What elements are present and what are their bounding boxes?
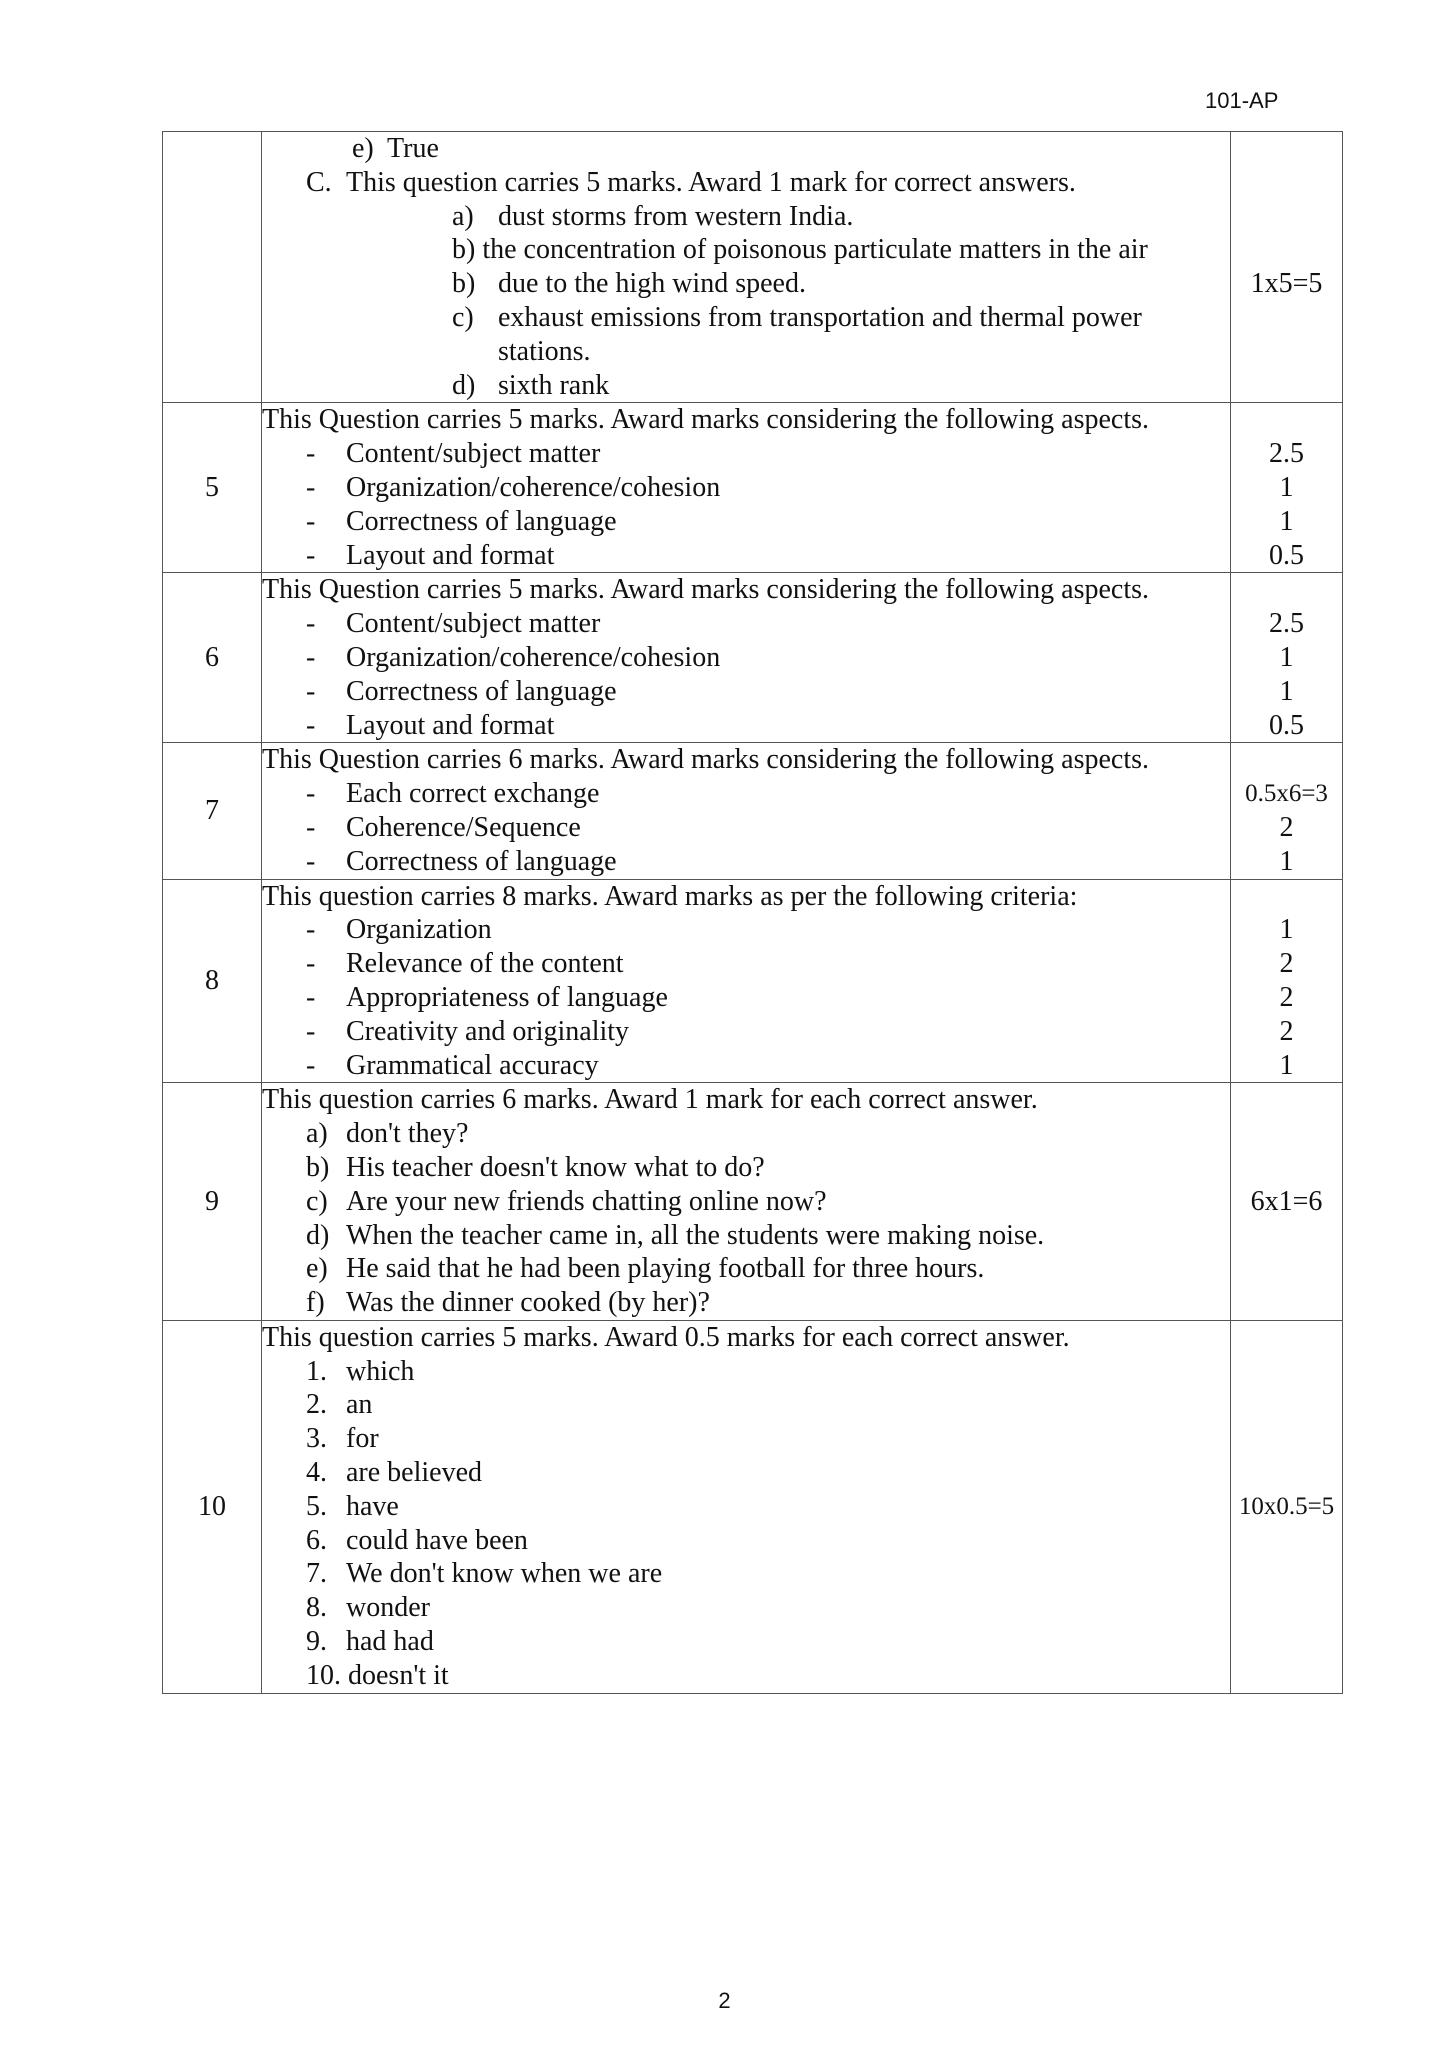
criteria-item: [262, 505, 1230, 539]
dash-bullet: -: [306, 709, 316, 741]
answer-line: [262, 166, 1230, 200]
dash-bullet: -: [306, 845, 316, 877]
criteria-item: [262, 947, 1230, 981]
marks-value: 2.5: [1269, 438, 1304, 470]
marks-spacer: [1231, 573, 1342, 607]
item-text: stations.: [498, 335, 591, 367]
answer-line: [262, 1252, 1230, 1286]
answer-line: [262, 1557, 1230, 1591]
marks-value: 1: [1279, 914, 1294, 946]
item-text: had had: [346, 1626, 434, 1658]
table-row: [163, 743, 1343, 879]
intro-text: This question carries 5 marks. Award 0.5 marks for each correct answer.: [262, 1321, 1070, 1353]
item-label: a): [306, 1118, 328, 1150]
marks-value: 0.5: [1269, 709, 1304, 741]
intro-text: This question carries 6 marks. Award 1 mark for each correct answer.: [262, 1084, 1038, 1116]
item-label: e): [306, 1253, 328, 1285]
item-text: 10. doesn't it: [306, 1659, 449, 1691]
dash-bullet: -: [306, 675, 316, 707]
answer-line: [262, 335, 1230, 369]
item-text: His teacher doesn't know what to do?: [346, 1151, 765, 1183]
marks-spacer: [1231, 403, 1342, 437]
item-label: 8.: [306, 1592, 327, 1624]
criteria-text: Organization/coherence/cohesion: [346, 471, 721, 503]
marks-value: 1: [1279, 641, 1294, 673]
criteria-text: Creativity and originality: [346, 1015, 630, 1047]
dash-bullet: -: [306, 914, 316, 946]
item-text: due to the high wind speed.: [498, 268, 806, 300]
criteria-text: Appropriateness of language: [346, 981, 668, 1013]
intro-text: This Question carries 6 marks. Award marks considering the following aspects.: [262, 744, 1150, 776]
item-label: d): [452, 369, 476, 401]
question-number: 7: [163, 743, 262, 879]
criteria-intro: [262, 1083, 1230, 1117]
criteria-text: Each correct exchange: [346, 778, 600, 810]
criteria-item: [262, 1015, 1230, 1049]
item-label: b): [452, 268, 476, 300]
marking-scheme-table: [162, 131, 1343, 1694]
criteria-text: Correctness of language: [346, 845, 617, 877]
criteria-item: [262, 811, 1230, 845]
answer-line: [262, 1490, 1230, 1524]
marks-cell: [1231, 132, 1343, 403]
item-text: When the teacher came in, all the students were making noise.: [346, 1219, 1045, 1251]
item-text: b) the concentration of poisonous particulate matters in the air: [452, 234, 1148, 266]
criteria-intro: [262, 573, 1230, 607]
criteria-item: [262, 981, 1230, 1015]
answer-line: [262, 1286, 1230, 1320]
table-row: [163, 573, 1343, 743]
item-label: d): [306, 1219, 330, 1251]
answer-line: [262, 132, 1230, 166]
item-label: b): [306, 1151, 330, 1183]
criteria-item: [262, 641, 1230, 675]
answer-line: [262, 1151, 1230, 1185]
dash-bullet: -: [306, 539, 316, 571]
criteria-item: [262, 913, 1230, 947]
dash-bullet: -: [306, 641, 316, 673]
criteria-text: Coherence/Sequence: [346, 811, 581, 843]
item-label: c): [452, 301, 474, 333]
answer-cell: [262, 403, 1231, 573]
marks-spacer: [1231, 880, 1342, 914]
item-text: an: [346, 1389, 373, 1421]
item-label: e): [352, 133, 374, 164]
answer-cell: [262, 743, 1231, 879]
table-row: [163, 879, 1343, 1083]
answer-cell: [262, 132, 1231, 403]
table-row: [163, 403, 1343, 573]
marks-value: 1: [1279, 1049, 1294, 1081]
answer-line: [262, 1591, 1230, 1625]
marks-value: 0.5x6=3: [1245, 780, 1328, 808]
item-text: Was the dinner cooked (by her)?: [346, 1287, 710, 1319]
marks-value: [1231, 233, 1342, 267]
answer-cell: [262, 1083, 1231, 1321]
criteria-item: [262, 437, 1230, 471]
item-label: 5.: [306, 1490, 327, 1522]
criteria-item: [262, 675, 1230, 709]
marks-value: 2.5: [1269, 608, 1304, 640]
question-number: 6: [163, 573, 262, 743]
marks-cell: [1231, 573, 1343, 743]
marks-value: 1x5=5: [1250, 268, 1323, 300]
item-text: have: [346, 1490, 399, 1522]
criteria-text: Correctness of language: [346, 675, 617, 707]
answer-cell: [262, 1320, 1231, 1693]
criteria-item: [262, 607, 1230, 641]
criteria-text: Content/subject matter: [346, 608, 601, 640]
answer-line: [262, 1219, 1230, 1253]
item-label: a): [452, 200, 474, 232]
question-number: 5: [163, 403, 262, 573]
page-number: 2: [718, 1988, 731, 2013]
answer-line: [262, 301, 1230, 335]
answer-line: [262, 1355, 1230, 1389]
item-text: He said that he had been playing football for three hours.: [346, 1253, 985, 1285]
marks-value: 6x1=6: [1250, 1185, 1323, 1217]
intro-text: This question carries 8 marks. Award marks as per the following criteria:: [262, 880, 1078, 912]
answer-line: [262, 233, 1230, 267]
criteria-item: [262, 777, 1230, 811]
item-label: f): [306, 1287, 325, 1319]
criteria-text: Organization: [346, 914, 492, 946]
answer-line: [262, 1659, 1230, 1693]
item-label: 1.: [306, 1355, 327, 1387]
answer-line: [262, 1524, 1230, 1558]
table-row: [163, 132, 1343, 403]
criteria-intro: [262, 880, 1230, 914]
marks-cell: [1231, 743, 1343, 879]
answer-line: [262, 267, 1230, 301]
item-label: c): [306, 1185, 328, 1217]
criteria-item: [262, 471, 1230, 505]
item-label: 6.: [306, 1524, 327, 1556]
criteria-text: Organization/coherence/cohesion: [346, 641, 721, 673]
item-text: don't they?: [346, 1118, 469, 1150]
item-text: dust storms from western India.: [498, 200, 854, 232]
answer-line: [262, 1388, 1230, 1422]
marks-spacer: [1231, 743, 1342, 777]
dash-bullet: -: [306, 981, 316, 1013]
answer-line: [262, 1422, 1230, 1456]
item-label: 3.: [306, 1423, 327, 1455]
criteria-text: Relevance of the content: [346, 948, 624, 980]
dash-bullet: -: [306, 778, 316, 810]
answer-line: [262, 1456, 1230, 1490]
marks-value: 2: [1279, 981, 1294, 1013]
criteria-text: Correctness of language: [346, 505, 617, 537]
item-text: exhaust emissions from transportation and thermal power: [498, 301, 1142, 333]
dash-bullet: -: [306, 438, 316, 470]
dash-bullet: -: [306, 811, 316, 843]
criteria-text: Layout and format: [346, 709, 555, 741]
answer-cell: [262, 573, 1231, 743]
criteria-item: [262, 539, 1230, 573]
dash-bullet: -: [306, 1049, 316, 1081]
answer-line: [262, 1625, 1230, 1659]
marks-value: 1: [1279, 675, 1294, 707]
answer-line: [262, 1185, 1230, 1219]
question-number: [163, 132, 262, 403]
marks-cell: [1231, 1320, 1343, 1693]
item-text: True: [387, 133, 439, 164]
marks-value: 1: [1279, 471, 1294, 503]
item-label: 9.: [306, 1626, 327, 1658]
answer-line: [262, 200, 1230, 234]
item-text: wonder: [346, 1592, 430, 1624]
dash-bullet: -: [306, 505, 316, 537]
marks-cell: [1231, 879, 1343, 1083]
intro-text: This Question carries 5 marks. Award marks considering the following aspects.: [262, 404, 1150, 436]
marks-cell: [1231, 403, 1343, 573]
dash-bullet: -: [306, 608, 316, 640]
item-label: C.: [306, 166, 332, 198]
marks-value: 1: [1279, 505, 1294, 537]
item-label: 4.: [306, 1457, 327, 1489]
intro-text: This Question carries 5 marks. Award marks considering the following aspects.: [262, 574, 1150, 606]
marks-value: 10x0.5=5: [1238, 1492, 1335, 1520]
marks-value: 0.5: [1269, 539, 1304, 571]
question-number: 8: [163, 879, 262, 1083]
marks-value: 1: [1279, 845, 1294, 877]
question-number: 9: [163, 1083, 262, 1321]
criteria-text: Grammatical accuracy: [346, 1049, 599, 1081]
answer-line: [262, 369, 1230, 403]
table-row: [163, 1083, 1343, 1321]
dash-bullet: -: [306, 471, 316, 503]
criteria-text: Content/subject matter: [346, 438, 601, 470]
question-number: 10: [163, 1320, 262, 1693]
criteria-text: Layout and format: [346, 539, 555, 571]
answer-cell: [262, 879, 1231, 1083]
item-text: We don't know when we are: [346, 1558, 663, 1590]
marks-value: 2: [1279, 811, 1294, 843]
criteria-intro: [262, 403, 1230, 437]
dash-bullet: -: [306, 948, 316, 980]
item-text: Are your new friends chatting online now?: [346, 1185, 827, 1217]
document-code: 101-AP: [1205, 88, 1279, 113]
item-text: sixth rank: [498, 369, 610, 401]
item-label: 2.: [306, 1389, 327, 1421]
marks-value: 2: [1279, 1015, 1294, 1047]
item-text: are believed: [346, 1457, 483, 1489]
criteria-item: [262, 709, 1230, 743]
criteria-intro: [262, 1321, 1230, 1355]
item-text: This question carries 5 marks. Award 1 mark for correct answers.: [346, 166, 1076, 198]
item-text: could have been: [346, 1524, 528, 1556]
table-row: [163, 1320, 1343, 1693]
item-text: which: [346, 1355, 415, 1387]
answer-line: [262, 1117, 1230, 1151]
criteria-item: [262, 845, 1230, 879]
marks-cell: [1231, 1083, 1343, 1321]
marks-value: 2: [1279, 948, 1294, 980]
item-label: 7.: [306, 1558, 327, 1590]
criteria-intro: [262, 743, 1230, 777]
criteria-item: [262, 1049, 1230, 1083]
dash-bullet: -: [306, 1015, 316, 1047]
item-text: for: [346, 1423, 379, 1455]
